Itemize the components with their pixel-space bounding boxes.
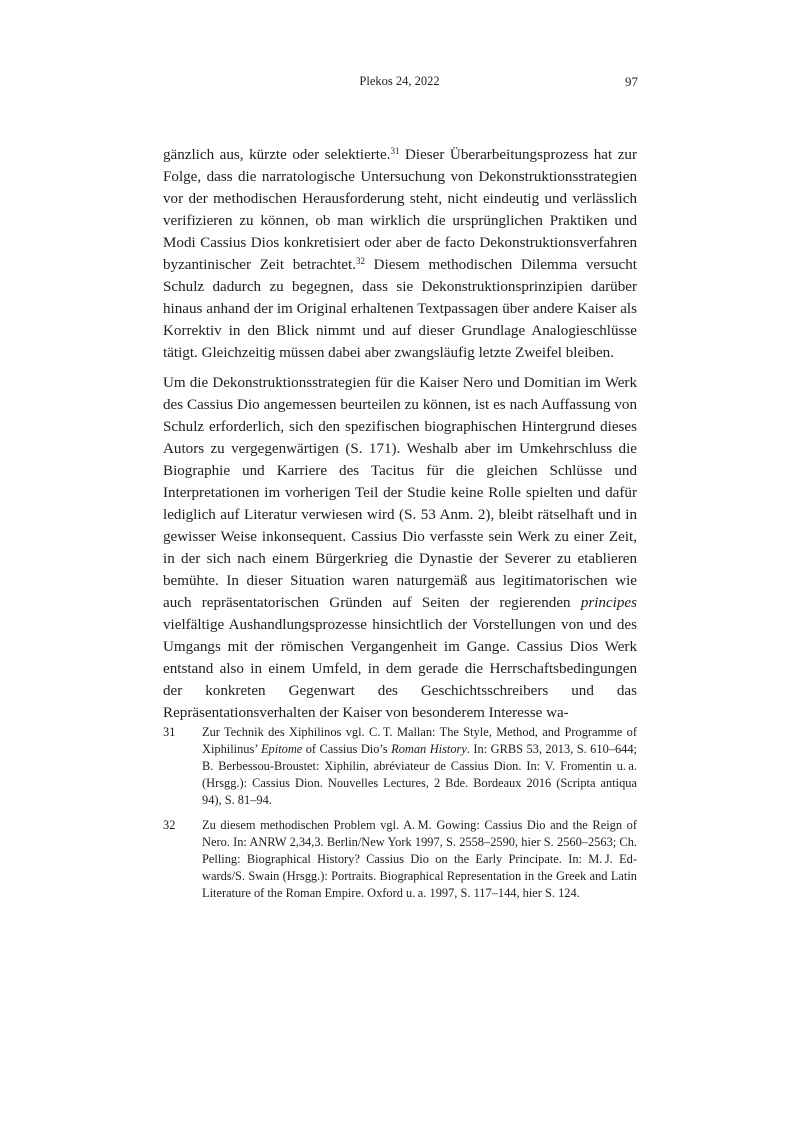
text-run: Zu diesem methodischen Problem vgl. A. M. Gowing: Cassius Dio and the Reign of Nero. In: ANRW 2,34,3. Berlin/New York 1997, S. 2558–2590, hier S. 2560–2563; Ch. Pelling: Biographical History? Cassius Dio on the Early Principate. In: M. J. Edwards/S. Swain (Hrsgg.): Portraits. Biographical Representation in the Greek and Latin Literature of the Roman Empire. Oxford u. a. 1997, S. 117–144, hier S. 124.	[202, 818, 637, 900]
text-run: Zur Technik des Xiphilinos vgl. C. T. Mallan: The Style, Method, and Programme of Xiphilinus’	[202, 725, 637, 756]
footnote-31	[163, 724, 637, 809]
footnote-ref-32[interactable]: 32	[355, 256, 365, 266]
italic-title: Roman History	[391, 742, 467, 756]
footnote-number: 31	[163, 725, 176, 739]
text-run: Diesem methodischen Dilemma versucht Schulz dadurch zu begegnen, dass sie Dekonstruktionsprinzipien darüber hinaus anhand der im Original erhaltenen Textpassagen über andere Kaiser als Korrektiv in den Blick nimmt und auf dieser Grundlage Analogieschlüsse tätigt. Gleichzeitig müssen dabei aber zwangsläufig letzte Zweifel bleiben.	[163, 257, 637, 361]
footnote-ref-31[interactable]: 31	[390, 146, 400, 156]
page-number: 97	[625, 74, 638, 89]
main-text	[163, 144, 637, 724]
text-run: gänzlich aus, kürzte oder selektierte.	[163, 147, 391, 163]
text-run: of Cassius Dio’s	[302, 742, 392, 756]
text-run: . In: GRBS 53, 2013, S. 610–644; B. Berbessou-Broustet: Xiphilin, abréviateur de Cassius Dion. In: V. Fromentin u. a. (Hrsgg.): Cassius Dion. Nouvelles Lectures, 2 Bde. Bordeaux 2016 (Scripta antiqua 94), S. 81–94.	[202, 742, 637, 807]
journal-title: Plekos 24, 2022	[359, 74, 440, 88]
paragraph	[163, 372, 637, 724]
footnote-32	[163, 817, 637, 902]
italic-term: principes	[580, 595, 637, 611]
paragraph	[163, 144, 637, 364]
footnotes	[163, 724, 637, 902]
text-run: vielfältige Aushandlungsprozesse hinsichtlich der Vorstellungen von und des Umgangs mit der römischen Vergangenheit im Gange. Cassius Dios Werk entstand also in einem Umfeld, in dem gerade die Herrschaftsbedingungen der konkreten Gegenwart des Geschichtsschreibers und das Repräsentationsverhalten der Kaiser von besonderem Interesse wa-	[163, 617, 637, 721]
running-head	[0, 74, 799, 94]
text-run: Dieser Überarbeitungsprozess hat zur Folge, dass die narratologische Untersuchung von Dekonstruktionsstrategien vor der methodischen Herausforderung steht, nicht eindeutig und verlässlich verifizieren zu können, ob man wirklich die ursprünglichen Praktiken und Modi Cassius Dios konkretisiert oder aber de facto Dekonstruktionsverfahren byzantinischer Zeit betrachtet.	[163, 147, 638, 273]
text-run: Um die Dekonstruktionsstrategien für die Kaiser Nero und Domitian im Werk des Cassius Dio angemessen beurteilen zu können, ist es nach Auffassung von Schulz erforderlich, sich den spezifischen biographischen Hintergrund dieses Autors zu vergegenwärtigen (S. 171). Weshalb aber im Umkehrschluss die Biographie und Karriere des Tacitus für die gleichen Schlüsse und Interpretationen im vorherigen Teil der Studie keine Rolle spielten und dafür lediglich auf Literatur verwiesen wird (S. 53 Anm. 2), bleibt rätselhaft und in gewisser Weise inkonsequent. Cassius Dio verfasste sein Werk zu einer Zeit, in der sich nach einem Bürgerkrieg die Dynastie der Severer zu etablieren bemühte. In dieser Situation waren naturgemäß aus legitimatorischen wie auch repräsentatorischen Gründen auf Seiten der regierenden	[163, 375, 637, 611]
footnote-number: 32	[163, 818, 176, 832]
italic-title: Epitome	[260, 742, 303, 756]
